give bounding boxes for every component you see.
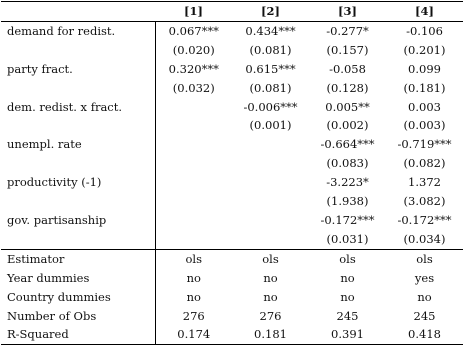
se-row (1, 41, 463, 60)
coef-cell: 0.067*** (168, 23, 219, 38)
stat-row (1, 325, 463, 344)
coef-cell: 0.434*** (245, 23, 296, 38)
stat-cell: ols (155, 249, 232, 268)
stat-label: Number of Obs (1, 307, 155, 326)
stat-cell: no (340, 270, 355, 285)
se-cell (155, 116, 232, 135)
column-header-3: [3] (309, 2, 386, 22)
stat-cell: no (186, 289, 201, 304)
stat-cell: 0.391 (309, 325, 386, 344)
se-row (1, 192, 463, 211)
se-cell: (0.082) (403, 156, 446, 171)
stat-cell: ols (386, 249, 463, 268)
regression-table (1, 1, 463, 345)
coef-cell: -0.172*** (397, 212, 452, 227)
se-label-cell (1, 79, 155, 98)
variable-label: unempl. rate (1, 135, 155, 154)
stat-cell: no (186, 270, 201, 285)
coef-row (1, 98, 463, 117)
se-cell: (0.032) (172, 80, 215, 95)
stat-label: Estimator (1, 249, 155, 268)
se-cell (232, 192, 309, 211)
se-cell (155, 154, 232, 173)
stat-cell: no (263, 289, 278, 304)
header-row (1, 2, 463, 22)
coef-cell: -0.172*** (320, 212, 375, 227)
coef-row (1, 21, 463, 40)
coef-cell (155, 173, 232, 192)
se-cell: (0.157) (326, 42, 369, 57)
variable-label: gov. partisanship (1, 211, 155, 230)
stat-label: Country dummies (1, 288, 155, 307)
coef-row (1, 211, 463, 230)
stat-cell: yes (414, 270, 435, 285)
coef-cell (155, 135, 232, 154)
se-row (1, 116, 463, 135)
se-label-cell (1, 116, 155, 135)
se-row (1, 154, 463, 173)
coef-cell: -3.223* (326, 175, 369, 190)
se-cell: (0.020) (172, 42, 215, 57)
coef-cell: 0.005** (325, 99, 370, 114)
stat-cell: 276 (259, 308, 282, 323)
coef-row (1, 173, 463, 192)
se-cell (232, 230, 309, 249)
coef-cell: -0.106 (406, 23, 443, 38)
se-cell: (0.081) (249, 42, 292, 57)
se-label-cell (1, 230, 155, 249)
variable-label: party fract. (1, 60, 155, 79)
coef-cell: -0.277* (326, 23, 369, 38)
coef-cell (232, 211, 309, 230)
se-cell: (0.034) (403, 231, 446, 246)
variable-label: dem. redist. x fract. (1, 98, 155, 117)
se-label-cell (1, 154, 155, 173)
se-cell (155, 192, 232, 211)
stat-cell: ols (232, 249, 309, 268)
se-row (1, 79, 463, 98)
coef-cell: -0.058 (329, 61, 366, 76)
se-label-cell (1, 192, 155, 211)
coef-cell (155, 211, 232, 230)
se-cell: (0.181) (403, 80, 446, 95)
stat-cell: 276 (182, 308, 205, 323)
se-cell: (0.003) (403, 118, 446, 133)
stat-cell: no (417, 289, 432, 304)
se-cell: (0.083) (326, 156, 369, 171)
stat-cell: 245 (413, 308, 436, 323)
variable-label: demand for redist. (1, 21, 155, 40)
stat-cell: 0.418 (386, 325, 463, 344)
coef-cell: 0.003 (408, 99, 441, 114)
coef-cell: 1.372 (408, 175, 441, 190)
stat-cell: no (340, 289, 355, 304)
se-cell (155, 230, 232, 249)
stat-row (1, 307, 463, 326)
se-cell (232, 154, 309, 173)
column-header-1: [1] (155, 2, 232, 22)
stat-row (1, 288, 463, 307)
stat-label: R-Squared (1, 325, 155, 344)
se-cell: (0.001) (249, 118, 292, 133)
se-cell: (1.938) (326, 194, 369, 209)
header-blank-cell (1, 2, 155, 22)
coef-cell (232, 173, 309, 192)
se-cell: (0.002) (326, 118, 369, 133)
stat-cell: no (263, 270, 278, 285)
stat-cell: 245 (336, 308, 359, 323)
stat-cell: 0.181 (232, 325, 309, 344)
coef-cell: -0.719*** (397, 137, 452, 152)
coef-cell: 0.615*** (245, 61, 296, 76)
coef-cell: 0.099 (408, 61, 441, 76)
stat-cell: ols (309, 249, 386, 268)
stat-row (1, 269, 463, 288)
se-cell: (0.031) (326, 231, 369, 246)
coef-cell: 0.320*** (168, 61, 219, 76)
coef-cell: -0.006*** (243, 99, 298, 114)
coef-row (1, 135, 463, 154)
table-body (1, 21, 463, 344)
column-header-4: [4] (386, 2, 463, 22)
stat-label: Year dummies (1, 269, 155, 288)
variable-label: productivity (-1) (1, 173, 155, 192)
coef-cell (232, 135, 309, 154)
stat-cell: 0.174 (155, 325, 232, 344)
coef-row (1, 60, 463, 79)
se-cell: (0.128) (326, 80, 369, 95)
se-row (1, 230, 463, 249)
se-cell: (3.082) (403, 194, 446, 209)
coef-cell (155, 98, 232, 117)
stat-row (1, 249, 463, 268)
coef-cell: -0.664*** (320, 137, 375, 152)
column-header-2: [2] (232, 2, 309, 22)
se-cell: (0.201) (403, 42, 446, 57)
se-cell: (0.081) (249, 80, 292, 95)
se-label-cell (1, 41, 155, 60)
